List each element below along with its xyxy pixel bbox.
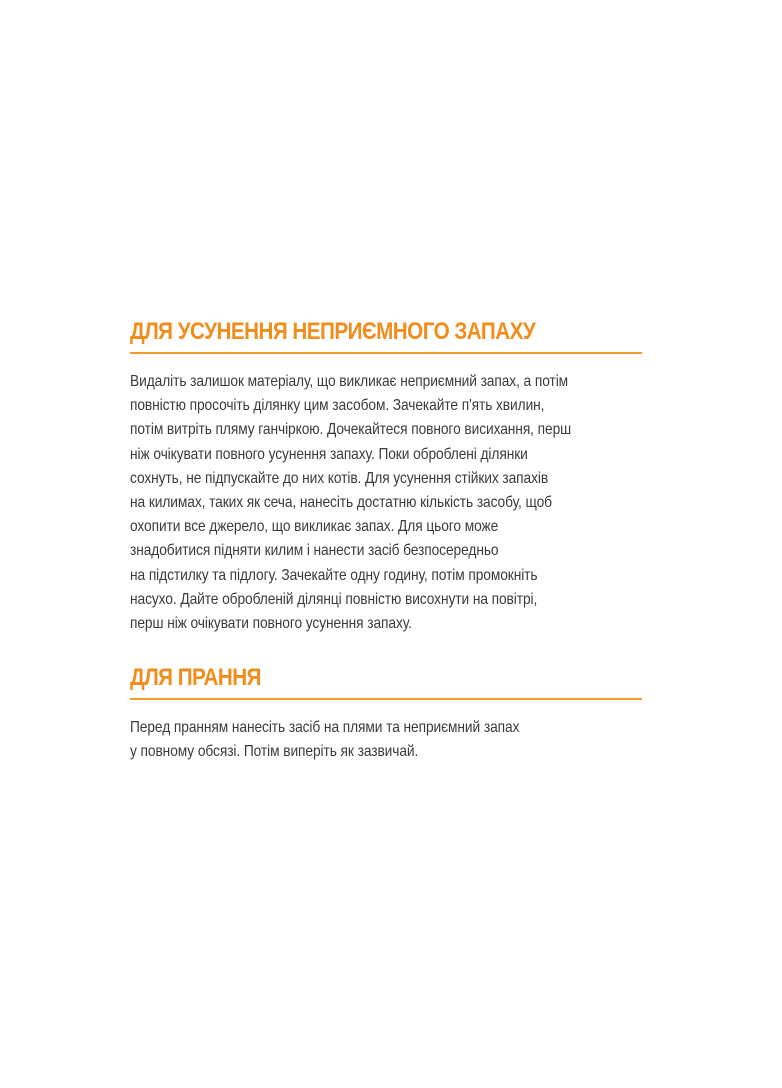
body-line: у повному обсязі. Потім виперіть як зазвичай. xyxy=(130,743,419,761)
section-title-washing: ДЛЯ ПРАННЯ xyxy=(130,664,261,691)
section-body-odor-removal xyxy=(130,370,642,636)
section-washing xyxy=(130,664,642,764)
section-title-odor-removal: ДЛЯ УСУНЕННЯ НЕПРИЄМНОГО ЗАПАХУ xyxy=(130,318,536,345)
body-line: насухо. Дайте обробленій ділянці повністю висохнути на повітрі, xyxy=(130,590,538,608)
body-line: повністю просочіть ділянку цим засобом. Зачекайте п'ять хвилин, xyxy=(130,397,545,415)
section-odor-removal xyxy=(130,318,642,636)
body-line: ніж очікувати повного усунення запаху. Поки оброблені ділянки xyxy=(130,445,528,463)
body-line: охопити все джерело, що викликає запах. Для цього може xyxy=(130,518,499,536)
body-line: сохнуть, не підпускайте до них котів. Для усунення стійких запахів xyxy=(130,469,549,487)
body-line: потім витріть пляму ганчіркою. Дочекайтеся повного висихання, перш xyxy=(130,421,572,439)
section-divider xyxy=(130,698,642,700)
body-line: на підстилку та підлогу. Зачекайте одну годину, потім промокніть xyxy=(130,566,538,584)
body-line: Видаліть залишок матеріалу, що викликає неприємний запах, а потім xyxy=(130,373,569,390)
section-divider xyxy=(130,352,642,354)
section-body-washing xyxy=(130,716,642,764)
body-line: перш ніж очікувати повного усунення запаху. xyxy=(130,615,412,633)
body-line: Перед пранням нанесіть засіб на плями та неприємний запах xyxy=(130,719,520,736)
body-line: знадобитися підняти килим і нанести засіб безпосередньо xyxy=(130,542,499,560)
body-line: на килимах, таких як сеча, нанесіть достатню кількість засобу, щоб xyxy=(130,494,552,512)
